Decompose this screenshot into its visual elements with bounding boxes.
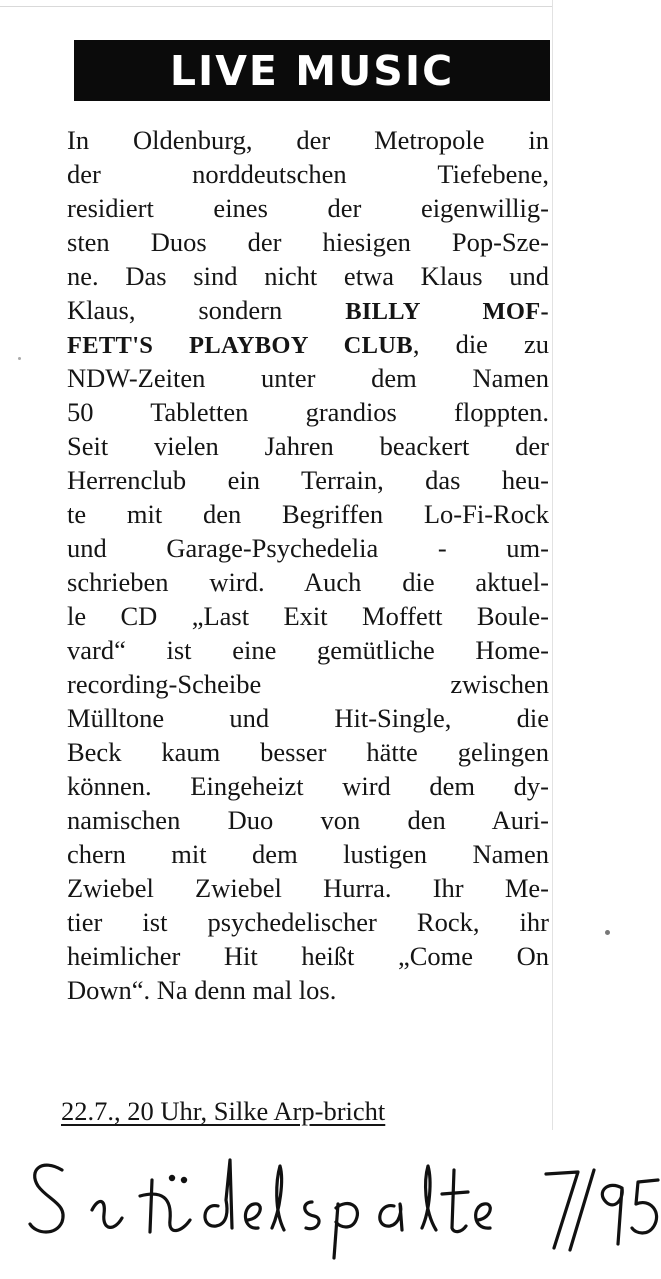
- event-byline: 22.7., 20 Uhr, Silke Arp-bricht: [61, 1096, 386, 1126]
- article-text: , die zu: [412, 329, 549, 359]
- handwritten-note: [22, 1140, 661, 1270]
- article-line: NDW-Zeiten unter dem Namen: [67, 363, 549, 393]
- article-line: chern mit dem lustigen Namen: [67, 839, 549, 869]
- article-line-band-name: [67, 327, 549, 361]
- article-line: Zwiebel Zwiebel Hurra. Ihr Me-: [67, 873, 549, 903]
- article-line: residiert eines der eigenwillig-: [67, 193, 549, 223]
- scan-speck: [18, 357, 21, 360]
- article-line: Herrenclub ein Terrain, das heu-: [67, 465, 549, 495]
- article-line: heimlicher Hit heißt „Come On: [67, 941, 549, 971]
- section-header-bar: [74, 40, 550, 101]
- article-line: le CD „Last Exit Moffett Boule-: [67, 601, 549, 631]
- article-line: In Oldenburg, der Metropole in: [67, 125, 549, 155]
- article-line: können. Eingeheizt wird dem dy-: [67, 771, 549, 801]
- article-line: schrieben wird. Auch die aktuel-: [67, 567, 549, 597]
- article-line: 50 Tabletten grandios floppten.: [67, 397, 549, 427]
- article-text: Klaus, sondern: [67, 295, 346, 325]
- article-line: sten Duos der hiesigen Pop-Sze-: [67, 227, 549, 257]
- clipping-edge-right: [552, 0, 553, 1130]
- article-line-last: Down“. Na denn mal los.: [67, 975, 337, 1005]
- article-line: Beck kaum besser hätte gelingen: [67, 737, 549, 767]
- scan-speck: [605, 930, 610, 935]
- article-line: der norddeutschen Tiefebene,: [67, 159, 549, 189]
- article-line: Seit vielen Jahren beackert der: [67, 431, 549, 461]
- article-line: und Garage-Psychedelia - um-: [67, 533, 549, 563]
- section-title: LIVE MUSIC: [169, 47, 455, 95]
- clipping-edge-top: [0, 6, 552, 7]
- article-line: Mülltone und Hit-Single, die: [67, 703, 549, 733]
- article-line: tier ist psychedelischer Rock, ihr: [67, 907, 549, 937]
- article-line: vard“ ist eine gemütliche Home-: [67, 635, 549, 665]
- article-body: [67, 123, 549, 1007]
- article-line-band-intro: [67, 293, 549, 327]
- article-line: recording-Scheibe zwischen: [67, 669, 549, 699]
- band-name-part2: FETT'S PLAYBOY CLUB: [67, 332, 413, 359]
- article-line: ne. Das sind nicht etwa Klaus und: [67, 261, 549, 291]
- article-line: te mit den Begriffen Lo-Fi-Rock: [67, 499, 549, 529]
- band-name-part1: BILLY MOF-: [345, 298, 549, 325]
- article-line: namischen Duo von den Auri-: [67, 805, 549, 835]
